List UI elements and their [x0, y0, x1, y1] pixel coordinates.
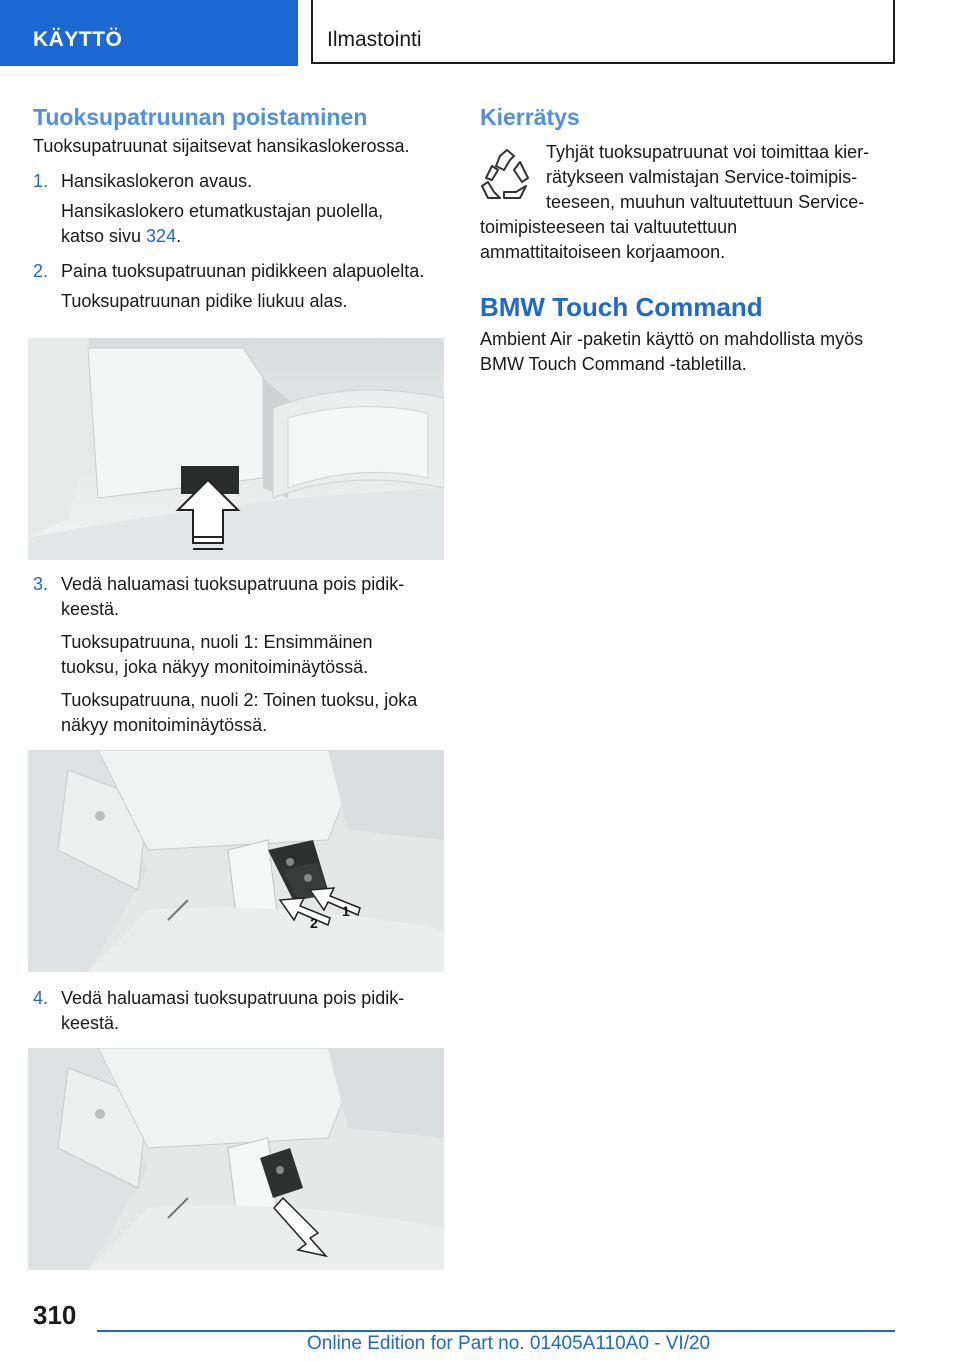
- recycle-icon: [480, 148, 534, 202]
- step-text: Vedä haluamasi tuoksupatruuna pois pidik-: [61, 988, 405, 1008]
- step-number: 1.: [33, 171, 49, 191]
- step-4: [33, 986, 445, 1036]
- step-3-detail-line: Tuoksupatruuna, nuoli 2: Toinen tuoksu, joka: [61, 690, 418, 710]
- recycle-line: rätykseen valmistajan Service-toimipis-: [546, 167, 858, 187]
- step-text: keestä.: [61, 599, 120, 619]
- page-number: 310: [33, 1300, 77, 1330]
- header-chapter-box: [311, 0, 895, 64]
- step-2: [33, 259, 445, 284]
- recycling-paragraph: [480, 140, 892, 265]
- left-column: [33, 100, 445, 314]
- bmw-line: Ambient Air -paketin käyttö on mahdollista myös: [480, 329, 864, 349]
- arrow-label-2: 2: [310, 915, 318, 931]
- step-1-detail: [33, 199, 445, 249]
- recycle-line: ammattitaitoiseen korjaamoon.: [480, 242, 726, 262]
- step-3-detail-1: [33, 630, 445, 680]
- step-number: 2.: [33, 261, 49, 281]
- figure-cartridge-pull: [28, 1048, 444, 1270]
- figure-cartridges-arrows: [28, 750, 444, 972]
- recycle-line: toimipisteeseen tai valtuutettuun: [480, 217, 738, 237]
- step-number: 4.: [33, 988, 49, 1008]
- step-1-detail-line: Hansikaslokero etumatkustajan puolella,: [61, 201, 384, 221]
- step-3-detail-line: tuoksu, joka näkyy monitoiminäytössä.: [61, 657, 369, 677]
- step-2-detail: Tuoksupatruunan pidike liukuu alas.: [61, 291, 348, 311]
- footer-rule: [97, 1330, 895, 1332]
- step-text: keestä.: [61, 1013, 120, 1033]
- step-text: Paina tuoksupatruunan pidikkeen alapuolelta.: [61, 261, 425, 281]
- step-text: Hansikaslokeron avaus.: [61, 171, 253, 191]
- header-section-label: KÄYTTÖ: [33, 28, 123, 51]
- step-3-block: [33, 572, 445, 738]
- footer-edition: Online Edition for Part no. 01405A110A0 - VI/20: [307, 1333, 711, 1354]
- section-title-recycling: Kierrätys: [480, 104, 580, 130]
- right-column: [480, 100, 892, 377]
- step-3-detail-2: [33, 688, 445, 738]
- step-3: [33, 572, 445, 622]
- arrow-label-1: 1: [342, 903, 350, 919]
- header-section-tab: [0, 0, 298, 66]
- step-3-detail-line: Tuoksupatruuna, nuoli 1: Ensimmäinen: [61, 632, 373, 652]
- step-text: Vedä haluamasi tuoksupatruuna pois pidik-: [61, 574, 405, 594]
- section-title-removal: Tuoksupatruunan poistaminen: [33, 104, 368, 130]
- page-ref-text: katso sivu: [61, 226, 147, 246]
- step-3-detail-line: näkyy monitoiminäytössä.: [61, 715, 268, 735]
- figure-holder-press: [28, 338, 444, 560]
- bmw-line: BMW Touch Command -tabletilla.: [480, 354, 747, 374]
- header-chapter-label: Ilmastointi: [327, 28, 422, 51]
- recycle-line: teeseen, muuhun valtuutettuun Service-: [546, 192, 865, 212]
- step-number: 3.: [33, 574, 49, 594]
- page-ref-link[interactable]: 324: [146, 226, 177, 246]
- page-ref-period: .: [176, 226, 182, 246]
- section-title-bmw-touch: BMW Touch Command: [480, 292, 763, 322]
- step-1: [33, 169, 445, 194]
- recycle-line: Tyhjät tuoksupatruunat voi toimittaa kier-: [546, 142, 870, 162]
- step-4-block: [33, 986, 445, 1036]
- step-1-detail-line: [61, 224, 445, 249]
- intro-text: Tuoksupatruunat sijaitsevat hansikaslokerossa.: [33, 136, 410, 156]
